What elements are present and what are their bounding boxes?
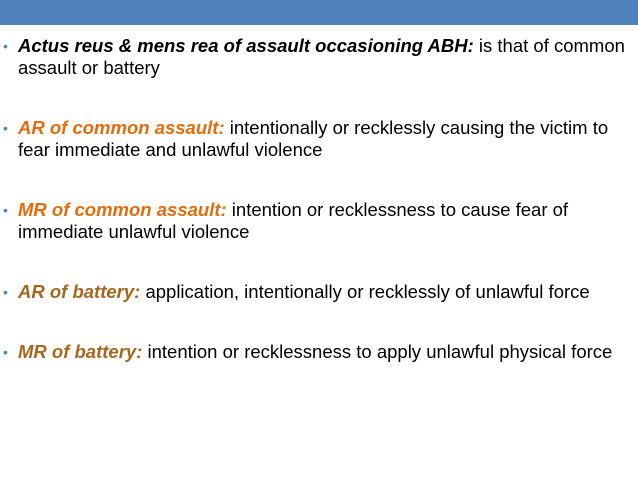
bullet-text: is that of common assault or battery <box>18 35 625 78</box>
bullet-text: intention or recklessness to apply unlawful physical force <box>142 341 613 362</box>
bullet-marker: • <box>3 120 8 136</box>
bullet-marker: • <box>3 344 8 360</box>
bullet-marker: • <box>3 38 8 54</box>
bullet-text: intention or recklessness to cause fear of immediate unlawful violence <box>18 199 569 242</box>
bullet-marker: • <box>3 284 8 300</box>
bullet-item <box>0 117 638 161</box>
bullet-item <box>0 199 638 243</box>
bullet-item <box>0 35 638 79</box>
bullet-term: MR of battery: <box>18 341 143 362</box>
bullet-term: Actus reus & mens rea of assault occasioning ABH: <box>18 35 474 56</box>
bullet-text: intentionally or recklessly causing the victim to fear immediate and unlawful violence <box>18 117 609 160</box>
bullet-marker: • <box>3 202 8 218</box>
bullet-term: MR of common assault: <box>18 199 227 220</box>
bullet-term: AR of battery: <box>18 281 141 302</box>
bullet-list <box>0 35 638 401</box>
bullet-item <box>0 281 638 303</box>
bullet-term: AR of common assault: <box>18 117 225 138</box>
header-bar <box>0 0 638 25</box>
bullet-text: application, intentionally or recklessly of unlawful force <box>140 281 590 302</box>
bullet-item <box>0 341 638 363</box>
